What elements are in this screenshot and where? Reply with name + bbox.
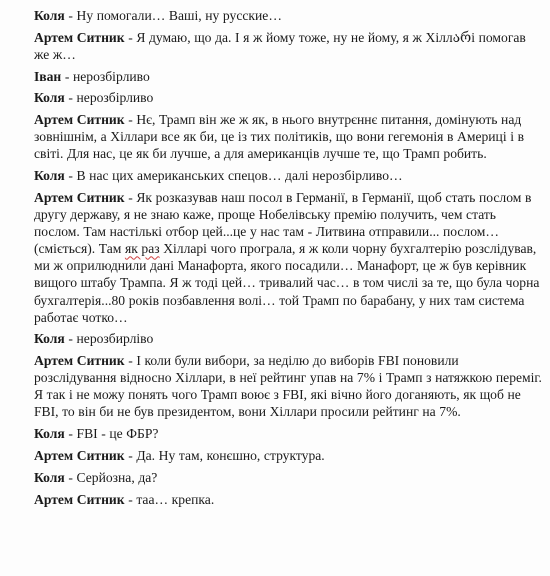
speaker-name: Артем Ситник [34,491,125,507]
entry-text: - І коли були вибори, за неділю до виборів FBI поновили розслідування відносно Хіллари, в неї рейтинг упав на 7% і Трамп з натяжкою переміг. Я так і не можу понять чого Трамп воює з FBI, які вічно його доганяють, як щоб не FBI, то він би не був президентом, вони Хіллари просили рейтинг на 7%. [34,353,542,420]
entry-text: - Нє, Трамп він же ж як, в нього внутрєннє питання, домінують над зовнішнім, а Хіллари все як би, це із тих політиків, що вони гегемонія в Америці і в світі. Для нас, це як би лучше, а для американців лучше те, що Трамп робить. [34,112,524,162]
transcript-entry [34,352,542,420]
entry-text: - таа… крепка. [124,491,215,507]
speaker-name: Артем Ситник [34,448,125,464]
entry-text: - Як розказував наш посол в Германії, в Германії, щоб стать послом в другу державу, я не знаю каже, проще Нобелівську премію получить, чем стать послом. Там настількі отбор цей...це у нас там - Литвина отправили... послом… (сміється). Там [34,189,532,257]
entry-text: - нерозбірливо [61,68,150,84]
transcript-entry [34,167,542,184]
speaker-name: Артем Ситник [34,29,125,45]
entry-text: - Я думаю, що да. І я ж йому тоже, ну не йому, я ж Хіллარі помогав же ж… [34,29,526,62]
speaker-name: Артем Ситник [34,112,125,128]
entry-text: - Ну помогали… Ваші, ну русские… [64,8,282,23]
speaker-name: Коля [34,90,65,106]
speaker-name: Коля [34,469,65,485]
entry-text: - нерозбирліво [64,331,154,347]
speaker-name: Коля [34,331,65,347]
spellcheck-flagged-phrase: як раз [124,241,160,257]
speaker-name: Артем Ситник [34,353,125,369]
transcript-entry [34,89,542,106]
transcript-entry [34,491,542,508]
transcript-entry [34,189,542,326]
transcript-entry [34,425,542,442]
transcript-entry [34,68,542,85]
transcript-entry [34,7,542,24]
entry-text: Хілларі чого програла, я ж коли чорну бухгалтерію розслідував, ми ж оприлюднили дані Манафорта, якого посадили… Манафорт, це ж був керівник вищого штабу Трампа. Я ж тоді цей… тривалий час… в том числі за те, що була чорна бухгалтерія...80 років позбавлення волі… той Трамп по барабану, у них там система работає чотко… [34,241,540,325]
transcript-entry [34,469,542,486]
transcript-entry [34,447,542,464]
speaker-name: Коля [34,8,65,23]
entry-text: - Серйозна, да? [64,469,158,485]
speaker-name: Іван [34,68,62,84]
speaker-name: Артем Ситник [34,189,125,205]
transcript-entry [34,111,542,162]
entry-text: - нерозбірливо [64,90,154,106]
speaker-name: Коля [34,168,65,184]
entry-text: - FBI - це ФБР? [64,426,159,442]
transcript-entry [34,330,542,347]
transcript-entry [34,29,542,63]
entry-text: - Да. Ну там, конєшно, структура. [124,448,325,464]
speaker-name: Коля [34,426,65,442]
entry-text: - В нас цих американських спецов… далі нерозбірливо… [64,168,403,184]
